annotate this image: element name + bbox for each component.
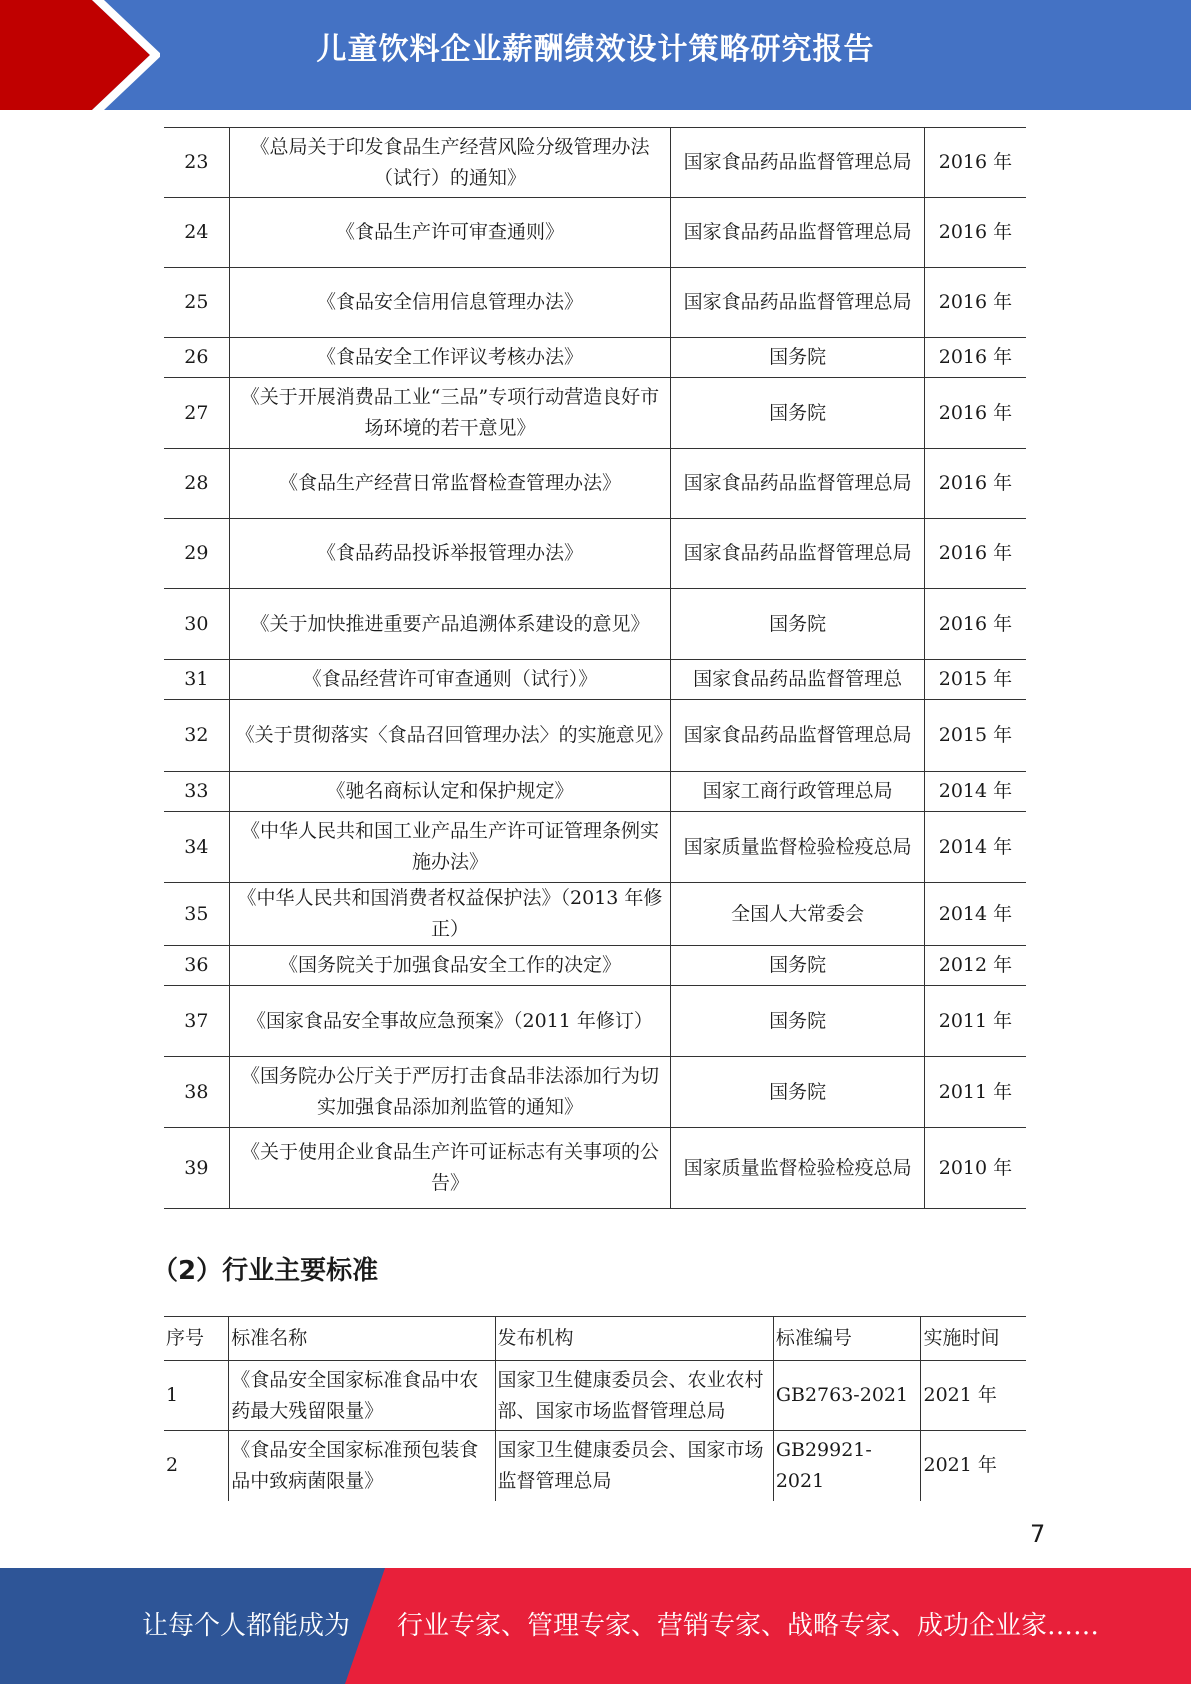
issue-year: 2011 年 xyxy=(924,1057,1026,1128)
header-date: 实施时间 xyxy=(921,1317,1026,1361)
page-number: 7 xyxy=(1030,1520,1046,1548)
table-row xyxy=(164,128,1026,198)
issue-year: 2016 年 xyxy=(924,338,1026,378)
table-row xyxy=(164,772,1026,812)
issuing-authority: 国家食品药品监督管理总局 xyxy=(671,519,925,589)
table-row xyxy=(164,1057,1026,1128)
footer-slogan-left: 让每个人都能成为 xyxy=(142,1611,351,1641)
regulation-name: 《关于加快推进重要产品追溯体系建设的意见》 xyxy=(229,589,671,660)
regulation-name: 《关于贯彻落实〈食品召回管理办法〉的实施意见》 xyxy=(229,700,671,772)
regulation-name: 《国务院关于加强食品安全工作的决定》 xyxy=(229,946,671,986)
issue-year: 2016 年 xyxy=(924,198,1026,268)
issuing-authority: 国家食品药品监督管理总局 xyxy=(671,198,925,268)
issuing-authority: 国务院 xyxy=(671,1057,925,1128)
row-number: 39 xyxy=(164,1128,229,1209)
regulation-name: 《食品安全信用信息管理办法》 xyxy=(229,268,671,338)
issuing-authority: 国务院 xyxy=(671,338,925,378)
issue-year: 2014 年 xyxy=(924,883,1026,946)
issue-year: 2016 年 xyxy=(924,449,1026,519)
issue-year: 2012 年 xyxy=(924,946,1026,986)
issuing-authority: 全国人大常委会 xyxy=(671,883,925,946)
table-row xyxy=(164,1361,1026,1431)
effective-date: 2021 年 xyxy=(921,1431,1026,1501)
table-row xyxy=(164,378,1026,449)
issue-year: 2014 年 xyxy=(924,772,1026,812)
issuing-authority: 国家食品药品监督管理总局 xyxy=(671,700,925,772)
row-number: 33 xyxy=(164,772,229,812)
regulation-name: 《中华人民共和国工业产品生产许可证管理条例实施办法》 xyxy=(229,812,671,883)
effective-date: 2021 年 xyxy=(921,1361,1026,1431)
table-row xyxy=(164,700,1026,772)
table-row xyxy=(164,268,1026,338)
regulation-name: 《关于使用企业食品生产许可证标志有关事项的公告》 xyxy=(229,1128,671,1209)
issuing-authority: 国务院 xyxy=(671,946,925,986)
issue-year: 2015 年 xyxy=(924,660,1026,700)
issuing-authority: 国务院 xyxy=(671,589,925,660)
row-number: 27 xyxy=(164,378,229,449)
table-row xyxy=(164,589,1026,660)
issuing-authority: 国家食品药品监督管理总局 xyxy=(671,128,925,198)
row-number: 35 xyxy=(164,883,229,946)
issuing-authority: 国家食品药品监督管理总局 xyxy=(671,449,925,519)
regulation-name: 《食品药品投诉举报管理办法》 xyxy=(229,519,671,589)
standard-name: 《食品安全国家标准食品中农药最大残留限量》 xyxy=(229,1361,495,1431)
table-row xyxy=(164,519,1026,589)
row-number: 36 xyxy=(164,946,229,986)
issuing-authority: 国家食品药品监督管理总 xyxy=(671,660,925,700)
row-number: 24 xyxy=(164,198,229,268)
issue-year: 2015 年 xyxy=(924,700,1026,772)
table-row xyxy=(164,986,1026,1057)
row-number: 31 xyxy=(164,660,229,700)
table-row xyxy=(164,1431,1026,1501)
table-row xyxy=(164,946,1026,986)
standards-table xyxy=(164,1316,1026,1501)
issue-year: 2014 年 xyxy=(924,812,1026,883)
table-header-row xyxy=(164,1317,1026,1361)
standard-number: 1 xyxy=(164,1361,229,1431)
issuing-body: 国家卫生健康委员会、国家市场监督管理总局 xyxy=(495,1431,773,1501)
table-row xyxy=(164,883,1026,946)
regulation-name: 《驰名商标认定和保护规定》 xyxy=(229,772,671,812)
row-number: 28 xyxy=(164,449,229,519)
standard-code: GB2763-2021 xyxy=(773,1361,921,1431)
regulation-name: 《关于开展消费品工业“三品”专项行动营造良好市场环境的若干意见》 xyxy=(229,378,671,449)
issue-year: 2011 年 xyxy=(924,986,1026,1057)
row-number: 34 xyxy=(164,812,229,883)
row-number: 30 xyxy=(164,589,229,660)
issue-year: 2016 年 xyxy=(924,589,1026,660)
regulation-name: 《中华人民共和国消费者权益保护法》（2013 年修正） xyxy=(229,883,671,946)
issue-year: 2010 年 xyxy=(924,1128,1026,1209)
row-number: 32 xyxy=(164,700,229,772)
issue-year: 2016 年 xyxy=(924,128,1026,198)
standard-code: GB29921-2021 xyxy=(773,1431,921,1501)
page-footer xyxy=(0,1568,1191,1684)
issuing-authority: 国家质量监督检验检疫总局 xyxy=(671,812,925,883)
row-number: 26 xyxy=(164,338,229,378)
issue-year: 2016 年 xyxy=(924,378,1026,449)
table-row xyxy=(164,1128,1026,1209)
table-row xyxy=(164,198,1026,268)
row-number: 38 xyxy=(164,1057,229,1128)
issuing-authority: 国务院 xyxy=(671,378,925,449)
policy-table xyxy=(164,127,1026,1209)
standard-name: 《食品安全国家标准预包装食品中致病菌限量》 xyxy=(229,1431,495,1501)
report-title: 儿童饮料企业薪酬绩效设计策略研究报告 xyxy=(316,32,875,67)
row-number: 25 xyxy=(164,268,229,338)
regulation-name: 《国务院办公厅关于严厉打击食品非法添加行为切实加强食品添加剂监管的通知》 xyxy=(229,1057,671,1128)
issuing-authority: 国家食品药品监督管理总局 xyxy=(671,268,925,338)
row-number: 29 xyxy=(164,519,229,589)
row-number: 37 xyxy=(164,986,229,1057)
footer-slogan-right: 行业专家、管理专家、营销专家、战略专家、成功企业家…… xyxy=(397,1611,1100,1641)
issue-year: 2016 年 xyxy=(924,268,1026,338)
table-row xyxy=(164,812,1026,883)
issuing-authority: 国家质量监督检验检疫总局 xyxy=(671,1128,925,1209)
issuing-authority: 国家工商行政管理总局 xyxy=(671,772,925,812)
regulation-name: 《食品安全工作评议考核办法》 xyxy=(229,338,671,378)
header-no: 序号 xyxy=(164,1317,229,1361)
page-header xyxy=(0,0,1191,110)
section-title-standards: （2）行业主要标准 xyxy=(152,1256,379,1286)
regulation-name: 《食品生产经营日常监督检查管理办法》 xyxy=(229,449,671,519)
header-code: 标准编号 xyxy=(773,1317,921,1361)
table-row xyxy=(164,660,1026,700)
header-name: 标准名称 xyxy=(229,1317,495,1361)
issue-year: 2016 年 xyxy=(924,519,1026,589)
header-org: 发布机构 xyxy=(495,1317,773,1361)
issuing-authority: 国务院 xyxy=(671,986,925,1057)
regulation-name: 《国家食品安全事故应急预案》（2011 年修订） xyxy=(229,986,671,1057)
issuing-body: 国家卫生健康委员会、农业农村部、国家市场监督管理总局 xyxy=(495,1361,773,1431)
row-number: 23 xyxy=(164,128,229,198)
regulation-name: 《总局关于印发食品生产经营风险分级管理办法（试行）的通知》 xyxy=(229,128,671,198)
standard-number: 2 xyxy=(164,1431,229,1501)
regulation-name: 《食品生产许可审查通则》 xyxy=(229,198,671,268)
table-row xyxy=(164,449,1026,519)
regulation-name: 《食品经营许可审查通则（试行）》 xyxy=(229,660,671,700)
table-row xyxy=(164,338,1026,378)
